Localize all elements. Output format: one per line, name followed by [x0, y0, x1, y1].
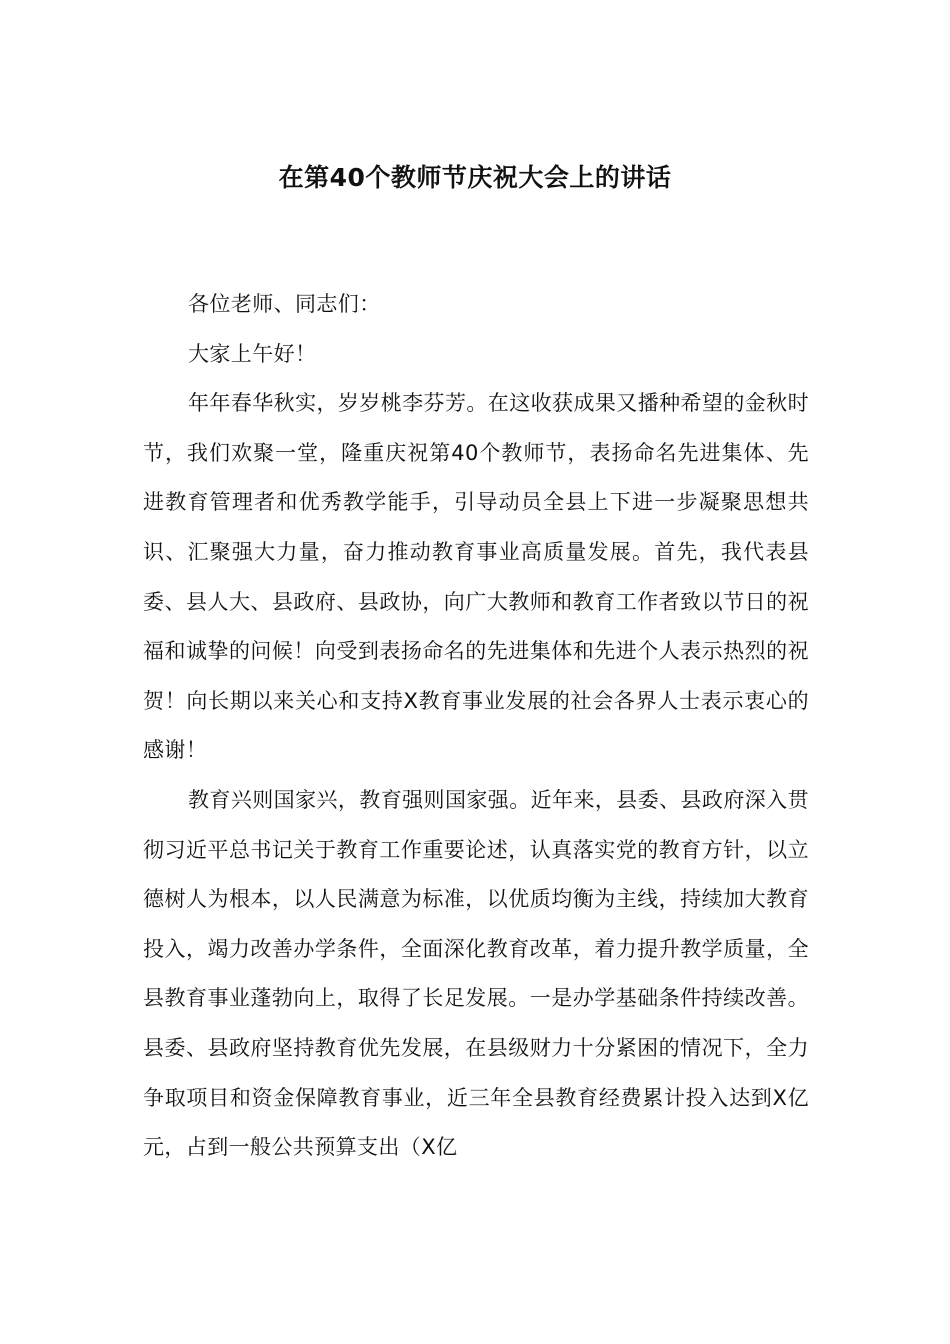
- body-paragraph: 教育兴则国家兴，教育强则国家强。近年来，县委、县政府深入贯彻习近平总书记关于教育工作重要论述，认真落实党的教育方针，以立德树人为根本，以人民满意为标准，以优质均衡为主线，持续加大教育投入，竭力改善办学条件，全面深化教育改革，着力提升教学质量，全县教育事业蓬勃向上，取得了长足发展。一是办学基础条件持续改善。县委、县政府坚持教育优先发展，在县级财力十分紧困的情况下，全力争取项目和资金保障教育事业，近三年全县教育经费累计投入达到X亿元，占到一般公共预算支出（X亿: [143, 787, 809, 1160]
- body-paragraph: 年年春华秋实，岁岁桃李芬芳。在这收获成果又播种希望的金秋时节，我们欢聚一堂，隆重庆祝第40个教师节，表扬命名先进集体、先进教育管理者和优秀教学能手，引导动员全县上下进一步凝聚思想共识、汇聚强大力量，奋力推动教育事业高质量发展。首先，我代表县委、县人大、县政府、县政协，向广大教师和教育工作者致以节日的祝福和诚挚的问候！向受到表扬命名的先进集体和先进个人表示热烈的祝贺！向长期以来关心和支持X教育事业发展的社会各界人士表示衷心的感谢！: [143, 391, 809, 763]
- document-title: 在第40个教师节庆祝大会上的讲话: [278, 163, 672, 192]
- salutation-paragraph: 各位老师、同志们：: [188, 292, 381, 316]
- greeting-paragraph: 大家上午好！: [188, 341, 317, 366]
- document-body: [143, 280, 809, 1173]
